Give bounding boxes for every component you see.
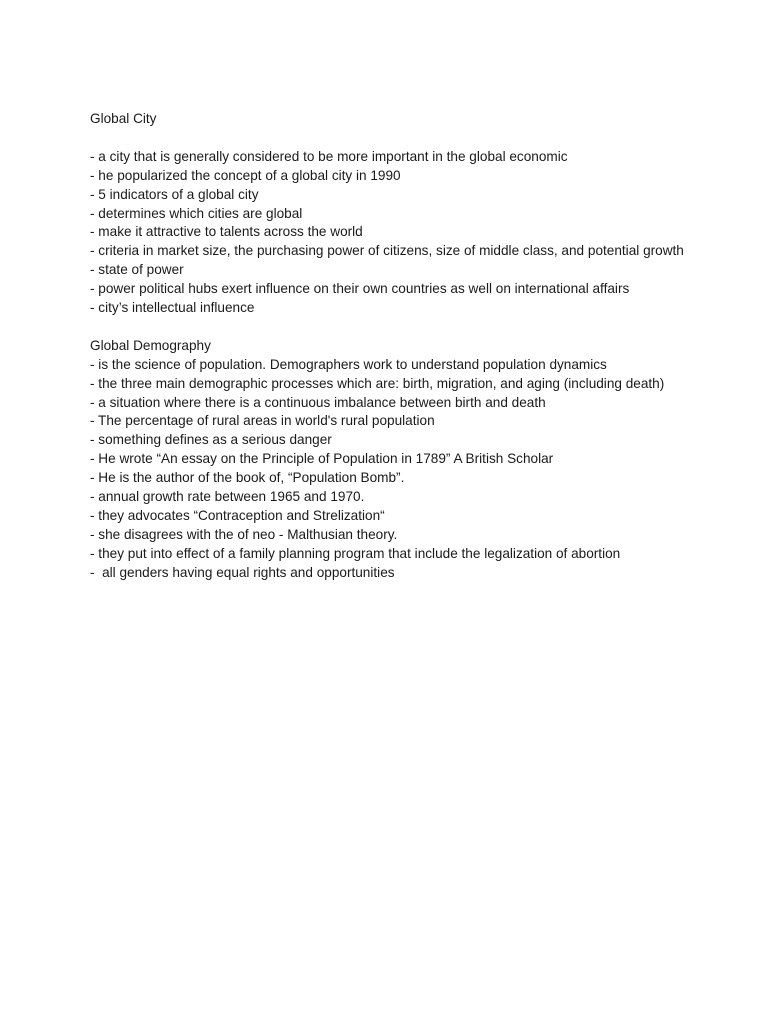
- blank-line: [90, 318, 690, 337]
- list-item: - they put into effect of a family planning program that include the legalization of abortion: [90, 545, 621, 561]
- list-item: - The percentage of rural areas in world's rural population: [90, 413, 435, 429]
- list-item: - determines which cities are global: [90, 205, 303, 221]
- section-title: Global City: [90, 111, 157, 126]
- list-item: - 5 indicators of a global city: [90, 186, 259, 202]
- document-page: [90, 110, 690, 583]
- list-item: - He wrote “An essay on the Principle of Population in 1789” A British Scholar: [90, 451, 554, 467]
- bullet-list: [90, 148, 690, 318]
- list-item: - He is the author of the book of, “Population Bomb”.: [90, 470, 405, 486]
- list-item: - he popularized the concept of a global city in 1990: [90, 167, 401, 183]
- list-item: - something defines as a serious danger: [90, 432, 332, 448]
- section-global-demography: [90, 337, 690, 583]
- section-title: Global Demography: [90, 337, 211, 353]
- list-item: - state of power: [90, 262, 184, 278]
- list-item: - city’s intellectual influence: [90, 300, 255, 316]
- list-item: - all genders having equal rights and opportunities: [90, 564, 395, 580]
- list-item: - a situation where there is a continuous imbalance between birth and death: [90, 394, 546, 410]
- list-item: - they advocates “Contraception and Strelization“: [90, 508, 385, 523]
- list-item: - make it attractive to talents across the world: [90, 224, 363, 240]
- list-item: - is the science of population. Demographers work to understand population dynamics: [90, 356, 607, 372]
- bullet-list: [90, 356, 690, 583]
- list-item: - annual growth rate between 1965 and 1970.: [90, 489, 365, 505]
- list-item: - a city that is generally considered to be more important in the global economic: [90, 148, 568, 164]
- list-item: - power political hubs exert influence on their own countries as well on international affairs: [90, 281, 630, 297]
- list-item: - the three main demographic processes which are: birth, migration, and aging (including death): [90, 375, 665, 391]
- list-item: - she disagrees with the of neo - Malthusian theory.: [90, 526, 398, 542]
- section-global-city: [90, 110, 690, 318]
- blank-line: [90, 129, 690, 148]
- list-item: - criteria in market size, the purchasing power of citizens, size of middle class, and potential growth: [90, 243, 684, 259]
